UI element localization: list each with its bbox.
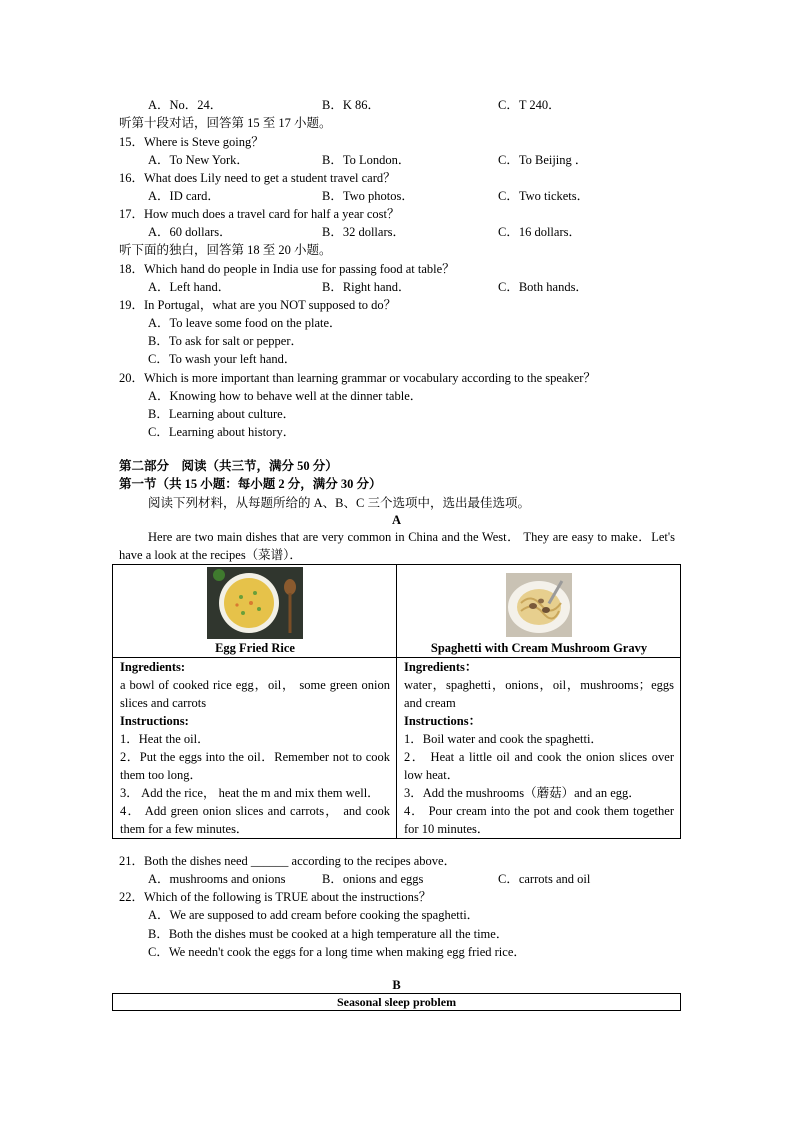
spaghetti-recipe xyxy=(397,658,681,839)
spaghetti-header-cell xyxy=(397,565,681,658)
q19-option-c: C．To wash your left hand． xyxy=(148,352,297,366)
part-2-title: 第二部分 阅读（共三节，满分 50 分） xyxy=(119,459,338,473)
section-1-instructions: 阅读下列材料，从每题所给的 A、B、C 三个选项中，选出最佳选项。 xyxy=(148,496,530,510)
q18-option-a: A．Left hand． xyxy=(148,280,231,294)
q16-option-a: A．ID card． xyxy=(148,189,220,203)
section-1-title: 第一节（共 15 小题：每小题 2 分，满分 30 分） xyxy=(119,477,382,491)
spaghetti-step-4: 4． Pour cream into the pot and cook them together for 10 minutes． xyxy=(404,804,674,836)
q16-stem: 16．What does Lily need to get a student travel card？ xyxy=(119,171,396,185)
q15-option-a: A．To New York． xyxy=(148,153,249,167)
spaghetti-step-2: 2． Heat a little oil and cook the onion slices over low heat． xyxy=(404,750,674,782)
q15-option-b: B．To London． xyxy=(322,153,411,167)
q14-option-b: B．K 86． xyxy=(322,98,380,112)
q20-option-c: C．Learning about history． xyxy=(148,425,296,439)
q15-stem: 15．Where is Steve going？ xyxy=(119,135,264,149)
spaghetti-title: Spaghetti with Cream Mushroom Gravy xyxy=(430,641,648,655)
egg-fried-rice-header-cell xyxy=(113,565,397,658)
q17-option-c: C．16 dollars． xyxy=(498,225,581,239)
egg-rice-step-3: 3． Add the rice， heat the m and mix them well． xyxy=(120,786,380,800)
q18-option-c: C．Both hands． xyxy=(498,280,588,294)
q22-option-c: C．We needn't cook the eggs for a long time when making egg fried rice． xyxy=(148,945,526,959)
egg-fried-rice-recipe xyxy=(113,658,397,839)
spaghetti-ingredients-heading: Ingredients： xyxy=(404,660,478,674)
q22-option-b: B．Both the dishes must be cooked at a high temperature all the time． xyxy=(148,927,509,941)
q21-stem: 21．Both the dishes need ______ according to the recipes above． xyxy=(119,854,457,868)
q16-option-b: B．Two photos． xyxy=(322,189,414,203)
spaghetti-ingredients: water，spaghetti，onions，oil，mushrooms；eggs and cream xyxy=(404,678,674,710)
q18-stem: 18．Which hand do people in India use for passing food at table？ xyxy=(119,262,455,276)
q18-option-b: B．Right hand． xyxy=(322,280,411,294)
q21-option-a: A．mushrooms and onions xyxy=(148,872,286,886)
dialog-10-intro: 听第十段对话，回答第 15 至 17 小题。 xyxy=(119,116,332,130)
monologue-intro: 听下面的独白，回答第 18 至 20 小题。 xyxy=(119,243,332,257)
spaghetti-instructions-heading: Instructions： xyxy=(404,714,482,728)
passage-a-intro: Here are two main dishes that are very common in China and the West． They are easy to make．Let's have a look at the recipes（菜谱）． xyxy=(119,530,675,562)
q17-option-b: B．32 dollars． xyxy=(322,225,405,239)
q22-stem: 22．Which of the following is TRUE about the instructions？ xyxy=(119,890,432,904)
q17-option-a: A．60 dollars． xyxy=(148,225,232,239)
egg-rice-step-4: 4． Add green onion slices and carrots， and cook them for a few minutes． xyxy=(120,804,390,836)
egg-fried-rice-title: Egg Fried Rice xyxy=(215,641,295,655)
egg-rice-instructions-heading: Instructions: xyxy=(120,714,189,728)
passage-b-label: B xyxy=(392,978,401,992)
q21-option-c: C．carrots and oil xyxy=(498,872,591,886)
q19-option-a: A．To leave some food on the plate． xyxy=(148,316,342,330)
egg-rice-step-1: 1．Heat the oil． xyxy=(120,732,210,746)
q14-option-c: C．T 240． xyxy=(498,98,561,112)
q17-stem: 17．How much does a travel card for half a year cost？ xyxy=(119,207,400,221)
q20-option-a: A．Knowing how to behave well at the dinner table． xyxy=(148,389,423,403)
q22-option-a: A．We are supposed to add cream before cooking the spaghetti． xyxy=(148,908,480,922)
spaghetti-image xyxy=(506,573,572,637)
passage-a-label: A xyxy=(391,513,402,527)
q16-option-c: C．Two tickets． xyxy=(498,189,590,203)
q21-option-b: B．onions and eggs xyxy=(322,872,424,886)
egg-rice-step-2: 2．Put the eggs into the oil．Remember not to cook them too long． xyxy=(120,750,390,782)
egg-rice-ingredients-heading: Ingredients: xyxy=(120,660,186,674)
q15-option-c: C．To Beijing ． xyxy=(498,153,588,167)
spaghetti-step-3: 3．Add the mushrooms（蘑菇）and an egg． xyxy=(404,786,641,800)
q19-option-b: B．To ask for salt or pepper． xyxy=(148,334,303,348)
q20-option-b: B．Learning about culture． xyxy=(148,407,296,421)
q20-stem: 20．Which is more important than learning grammar or vocabulary according to the speaker？ xyxy=(119,371,596,385)
spaghetti-step-1: 1．Boil water and cook the spaghetti． xyxy=(404,732,603,746)
q19-stem: 19．In Portugal，what are you NOT supposed to do？ xyxy=(119,298,397,312)
egg-rice-ingredients: a bowl of cooked rice egg，oil， some green onion slices and carrots xyxy=(120,678,390,710)
q14-option-a: A．No．24． xyxy=(148,98,223,112)
passage-b-title: Seasonal sleep problem xyxy=(112,993,681,1011)
egg-fried-rice-image xyxy=(207,567,303,639)
recipe-table xyxy=(112,564,681,839)
